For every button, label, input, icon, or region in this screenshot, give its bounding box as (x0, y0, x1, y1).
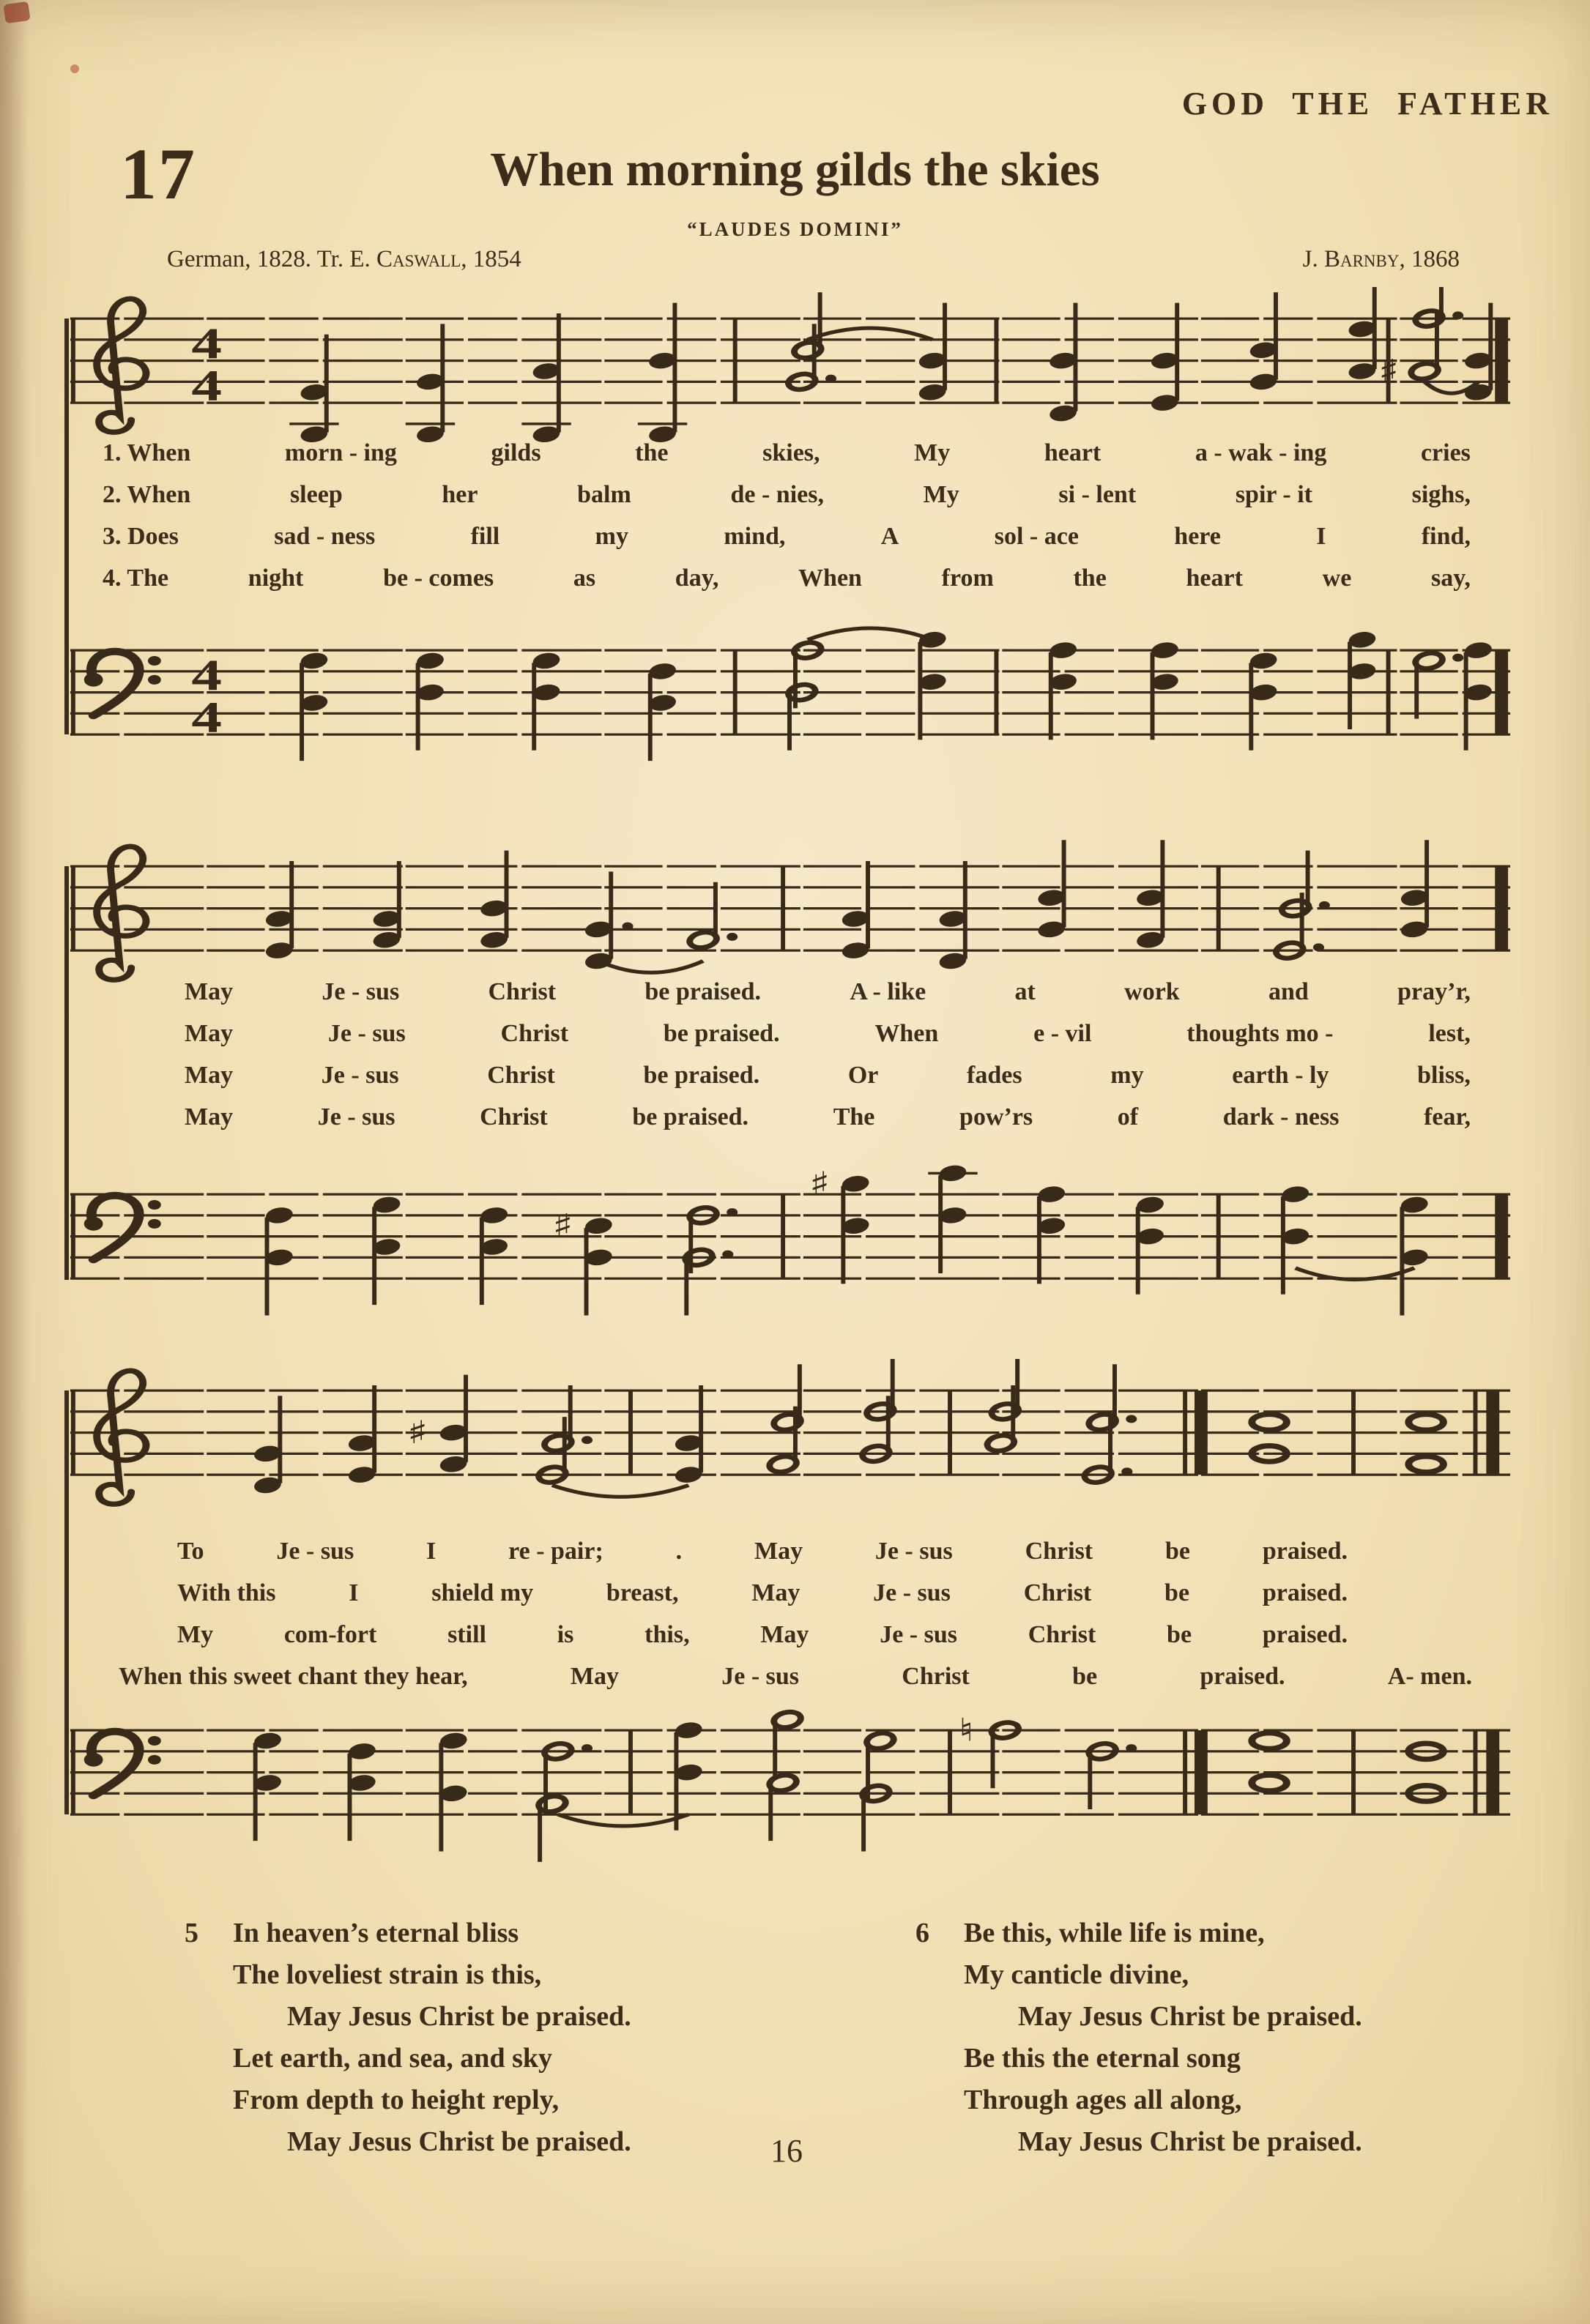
lyric-syllable: com-fort (283, 1620, 377, 1648)
lyric-line (185, 971, 1471, 1013)
lyric-syllable: May (185, 977, 234, 1005)
lyric-syllable: Christ (1023, 1579, 1092, 1606)
verse-text: Be this, while life is mine, (964, 1918, 1265, 1948)
lyric-syllable: her (442, 480, 478, 508)
lyric-line (103, 515, 1471, 557)
lyric-syllable: be praised. (663, 1019, 780, 1047)
svg-text:♯: ♯ (1378, 353, 1400, 390)
lyric-line (185, 1096, 1471, 1138)
lyric-syllable: With this (177, 1579, 276, 1606)
lyric-syllable: Je - sus (317, 1103, 395, 1131)
lyric-syllable: Je - sus (880, 1620, 957, 1648)
lyric-syllable: Christ (487, 1061, 555, 1089)
lyric-syllable: My (923, 480, 959, 508)
lyric-syllable: May (570, 1662, 619, 1690)
verse-line: My canticle divine, (964, 1959, 1189, 1990)
lyric-syllable: 2. When (103, 480, 191, 508)
verse-line (185, 1913, 844, 1954)
tune-name: “LAUDES DOMINI” (687, 218, 903, 240)
translator-name: Caswall (376, 246, 461, 272)
lyric-syllable: Je - sus (874, 1537, 953, 1565)
lyric-syllable: I (426, 1537, 436, 1565)
lyric-syllable: and (1268, 977, 1309, 1005)
lyric-syllable: A (880, 522, 899, 550)
lyric-syllable: Je - sus (327, 1019, 406, 1047)
lyric-syllable: de - nies, (730, 480, 824, 508)
verse-text: In heaven’s eternal bliss (233, 1918, 519, 1948)
lyric-syllable: Christ (902, 1662, 970, 1690)
lyric-syllable: fades (967, 1061, 1022, 1089)
lyric-syllable: When this sweet chant they hear, (119, 1662, 468, 1690)
verse-6-text (915, 1913, 1575, 2163)
treble-staff-system-1 (64, 287, 1516, 455)
svg-text:4: 4 (191, 361, 223, 411)
svg-text:♯: ♯ (809, 1166, 831, 1202)
lyric-syllable: thoughts mo - (1186, 1019, 1334, 1047)
verse-line: Through ages all along, (964, 2085, 1242, 2115)
svg-text:♯: ♯ (551, 1207, 573, 1245)
verse-line: May Jesus Christ be praised. (1018, 2001, 1362, 2032)
lyric-syllable: lest, (1428, 1019, 1471, 1047)
scan-edge-shadow (0, 0, 29, 2324)
refrain-lyrics-system-2 (185, 971, 1471, 1138)
scan-artifact (70, 64, 79, 73)
lyric-syllable: I (349, 1579, 359, 1606)
lyric-syllable: from (941, 564, 994, 592)
lyric-syllable: as (573, 564, 596, 592)
lyric-syllable: re - pair; (508, 1537, 603, 1565)
lyric-syllable: spir - it (1235, 480, 1312, 508)
lyric-syllable: My (914, 439, 951, 466)
lyric-syllable: Je - sus (276, 1537, 354, 1565)
lyric-syllable: 3. Does (103, 522, 179, 550)
lyric-line (185, 1013, 1471, 1054)
svg-text:4: 4 (191, 319, 223, 369)
lyric-syllable: Christ (480, 1103, 548, 1131)
verse-line: The loveliest strain is this, (233, 1959, 542, 1990)
lyric-syllable: my (595, 522, 628, 550)
composer-year: , 1868 (1399, 246, 1460, 272)
svg-text:4: 4 (191, 693, 223, 742)
scan-artifact (3, 1, 30, 23)
composer-initial: J. (1302, 246, 1324, 272)
hymn-number: 17 (120, 133, 196, 215)
lyric-syllable: praised. (1262, 1537, 1348, 1565)
lyric-syllable: e - vil (1033, 1019, 1092, 1047)
lyric-syllable: Christ (1025, 1537, 1093, 1565)
verse-line: May Jesus Christ be praised. (287, 2126, 631, 2157)
lyric-syllable: skies, (762, 439, 820, 466)
lyric-syllable: sighs, (1411, 480, 1471, 508)
lyric-syllable: sol - ace (994, 522, 1079, 550)
lyric-syllable: Je - sus (873, 1579, 951, 1606)
lyric-syllable: my (1110, 1061, 1144, 1089)
lyric-syllable: be (1072, 1662, 1098, 1690)
lyric-syllable: Or (847, 1061, 879, 1089)
lyric-syllable: praised. (1262, 1620, 1348, 1648)
lyric-line (119, 1530, 1472, 1572)
lyric-syllable: be (1164, 1579, 1190, 1606)
lyric-line (103, 432, 1471, 474)
lyric-syllable: pray’r, (1397, 977, 1471, 1005)
lyric-syllable: heart (1186, 564, 1243, 592)
lyric-syllable: The (833, 1103, 875, 1131)
verse-lyrics-system-1 (103, 432, 1471, 599)
verse-number: 6 (915, 1918, 929, 1948)
lyric-syllable: dark - ness (1222, 1103, 1340, 1131)
lyric-line (119, 1572, 1472, 1614)
lyric-syllable: A- men. (1387, 1662, 1472, 1690)
lyric-line (103, 557, 1471, 599)
lyric-syllable: a - wak - ing (1195, 439, 1327, 466)
lyric-syllable: mind, (724, 522, 786, 550)
bass-staff-system-2 (64, 1163, 1516, 1331)
lyric-syllable: be - comes (383, 564, 494, 592)
lyric-syllable: find, (1421, 522, 1471, 550)
verse-line: Be this the eternal song (964, 2043, 1241, 2074)
lyric-syllable: May (760, 1620, 809, 1648)
lyric-syllable: be praised. (632, 1103, 749, 1131)
lyric-syllable: May (754, 1537, 803, 1565)
lyric-syllable: praised. (1262, 1579, 1348, 1606)
lyric-syllable: sleep (289, 480, 343, 508)
page-number: 16 (770, 2133, 803, 2169)
treble-staff-system-3 (64, 1359, 1516, 1527)
lyric-syllable: May (185, 1103, 234, 1131)
lyric-syllable: say, (1431, 564, 1471, 592)
lyric-syllable: fill (470, 522, 500, 550)
verse-line: Let earth, and sea, and sky (233, 2043, 552, 2074)
svg-text:4: 4 (191, 650, 223, 701)
verse-line: May Jesus Christ be praised. (1018, 2126, 1362, 2157)
lyric-syllable: sad - ness (274, 522, 376, 550)
verse-number: 5 (185, 1918, 198, 1948)
lyric-syllable: heart (1044, 439, 1102, 466)
lyric-syllable: Je - sus (322, 977, 400, 1005)
lyric-syllable: bliss, (1417, 1061, 1471, 1089)
lyric-syllable: still (447, 1620, 486, 1648)
lyric-syllable: fear, (1424, 1103, 1471, 1131)
lyric-line (119, 1656, 1472, 1697)
lyric-syllable: My (177, 1620, 214, 1648)
lyric-syllable: 1. When (103, 439, 191, 466)
lyric-syllable: is (557, 1620, 574, 1648)
lyric-syllable: . (675, 1537, 683, 1565)
lyric-syllable: Christ (1028, 1620, 1096, 1648)
lyric-syllable: breast, (606, 1579, 679, 1606)
text-attribution (167, 246, 521, 273)
lyric-syllable: Je - sus (321, 1061, 399, 1089)
lyric-syllable: 4. The (103, 564, 169, 592)
lyric-syllable: be praised. (644, 977, 762, 1005)
lyric-line (103, 474, 1471, 515)
lyric-syllable: here (1174, 522, 1221, 550)
lyric-syllable: day, (675, 564, 719, 592)
lyric-syllable: May (751, 1579, 800, 1606)
lyric-syllable: the (1073, 564, 1107, 592)
lyric-syllable: I (1316, 522, 1326, 550)
refrain-lyrics-system-3 (119, 1530, 1472, 1697)
lyric-line (119, 1614, 1472, 1656)
lyric-syllable: work (1124, 977, 1180, 1005)
lyric-syllable: earth - ly (1232, 1061, 1329, 1089)
lyric-syllable: balm (577, 480, 631, 508)
lyric-line (185, 1054, 1471, 1096)
verse-line: May Jesus Christ be praised. (287, 2001, 631, 2032)
source-text: German, 1828. Tr. E. (167, 246, 377, 272)
lyric-syllable: pow’rs (959, 1103, 1033, 1131)
lyric-syllable: the (635, 439, 669, 466)
lyric-syllable: be praised. (643, 1061, 760, 1089)
verse-line: From depth to height reply, (233, 2085, 560, 2115)
lyric-syllable: Christ (488, 977, 557, 1005)
bass-staff-system-3 (64, 1699, 1516, 1867)
running-head: GOD THE FATHER (1181, 86, 1553, 122)
lyric-syllable: When (798, 564, 862, 592)
composer-attribution (1303, 246, 1460, 273)
lyric-syllable: Christ (500, 1019, 569, 1047)
lyric-syllable: at (1014, 977, 1036, 1005)
lyric-syllable: we (1322, 564, 1352, 592)
source-year: , 1854 (461, 246, 521, 272)
lyric-syllable: cries (1420, 439, 1471, 466)
lyric-syllable: May (185, 1019, 234, 1047)
lyric-syllable: A - like (850, 977, 926, 1005)
bass-staff-system-1 (64, 619, 1516, 787)
lyric-syllable: of (1117, 1103, 1139, 1131)
lyric-syllable: Je - sus (721, 1662, 800, 1690)
lyric-syllable: May (185, 1061, 234, 1089)
hymn-title: When morning gilds the skies (490, 143, 1100, 196)
lyric-syllable: night (248, 564, 304, 592)
lyric-syllable: morn - ing (284, 439, 397, 466)
svg-text:♮: ♮ (958, 1712, 975, 1749)
svg-text:♯: ♯ (406, 1414, 428, 1451)
verse-line (915, 1913, 1575, 1954)
verse-5-text (185, 1913, 844, 2163)
lyric-syllable: When (874, 1019, 939, 1047)
composer-name: Barnby (1323, 246, 1400, 272)
lyric-syllable: this, (644, 1620, 690, 1648)
lyric-syllable: shield my (431, 1579, 534, 1606)
lyric-syllable: To (177, 1537, 204, 1565)
lyric-syllable: be (1164, 1537, 1190, 1565)
lyric-syllable: be (1167, 1620, 1192, 1648)
lyric-syllable: gilds (491, 439, 541, 466)
lyric-syllable: si - lent (1058, 480, 1137, 508)
lyric-syllable: praised. (1200, 1662, 1285, 1690)
